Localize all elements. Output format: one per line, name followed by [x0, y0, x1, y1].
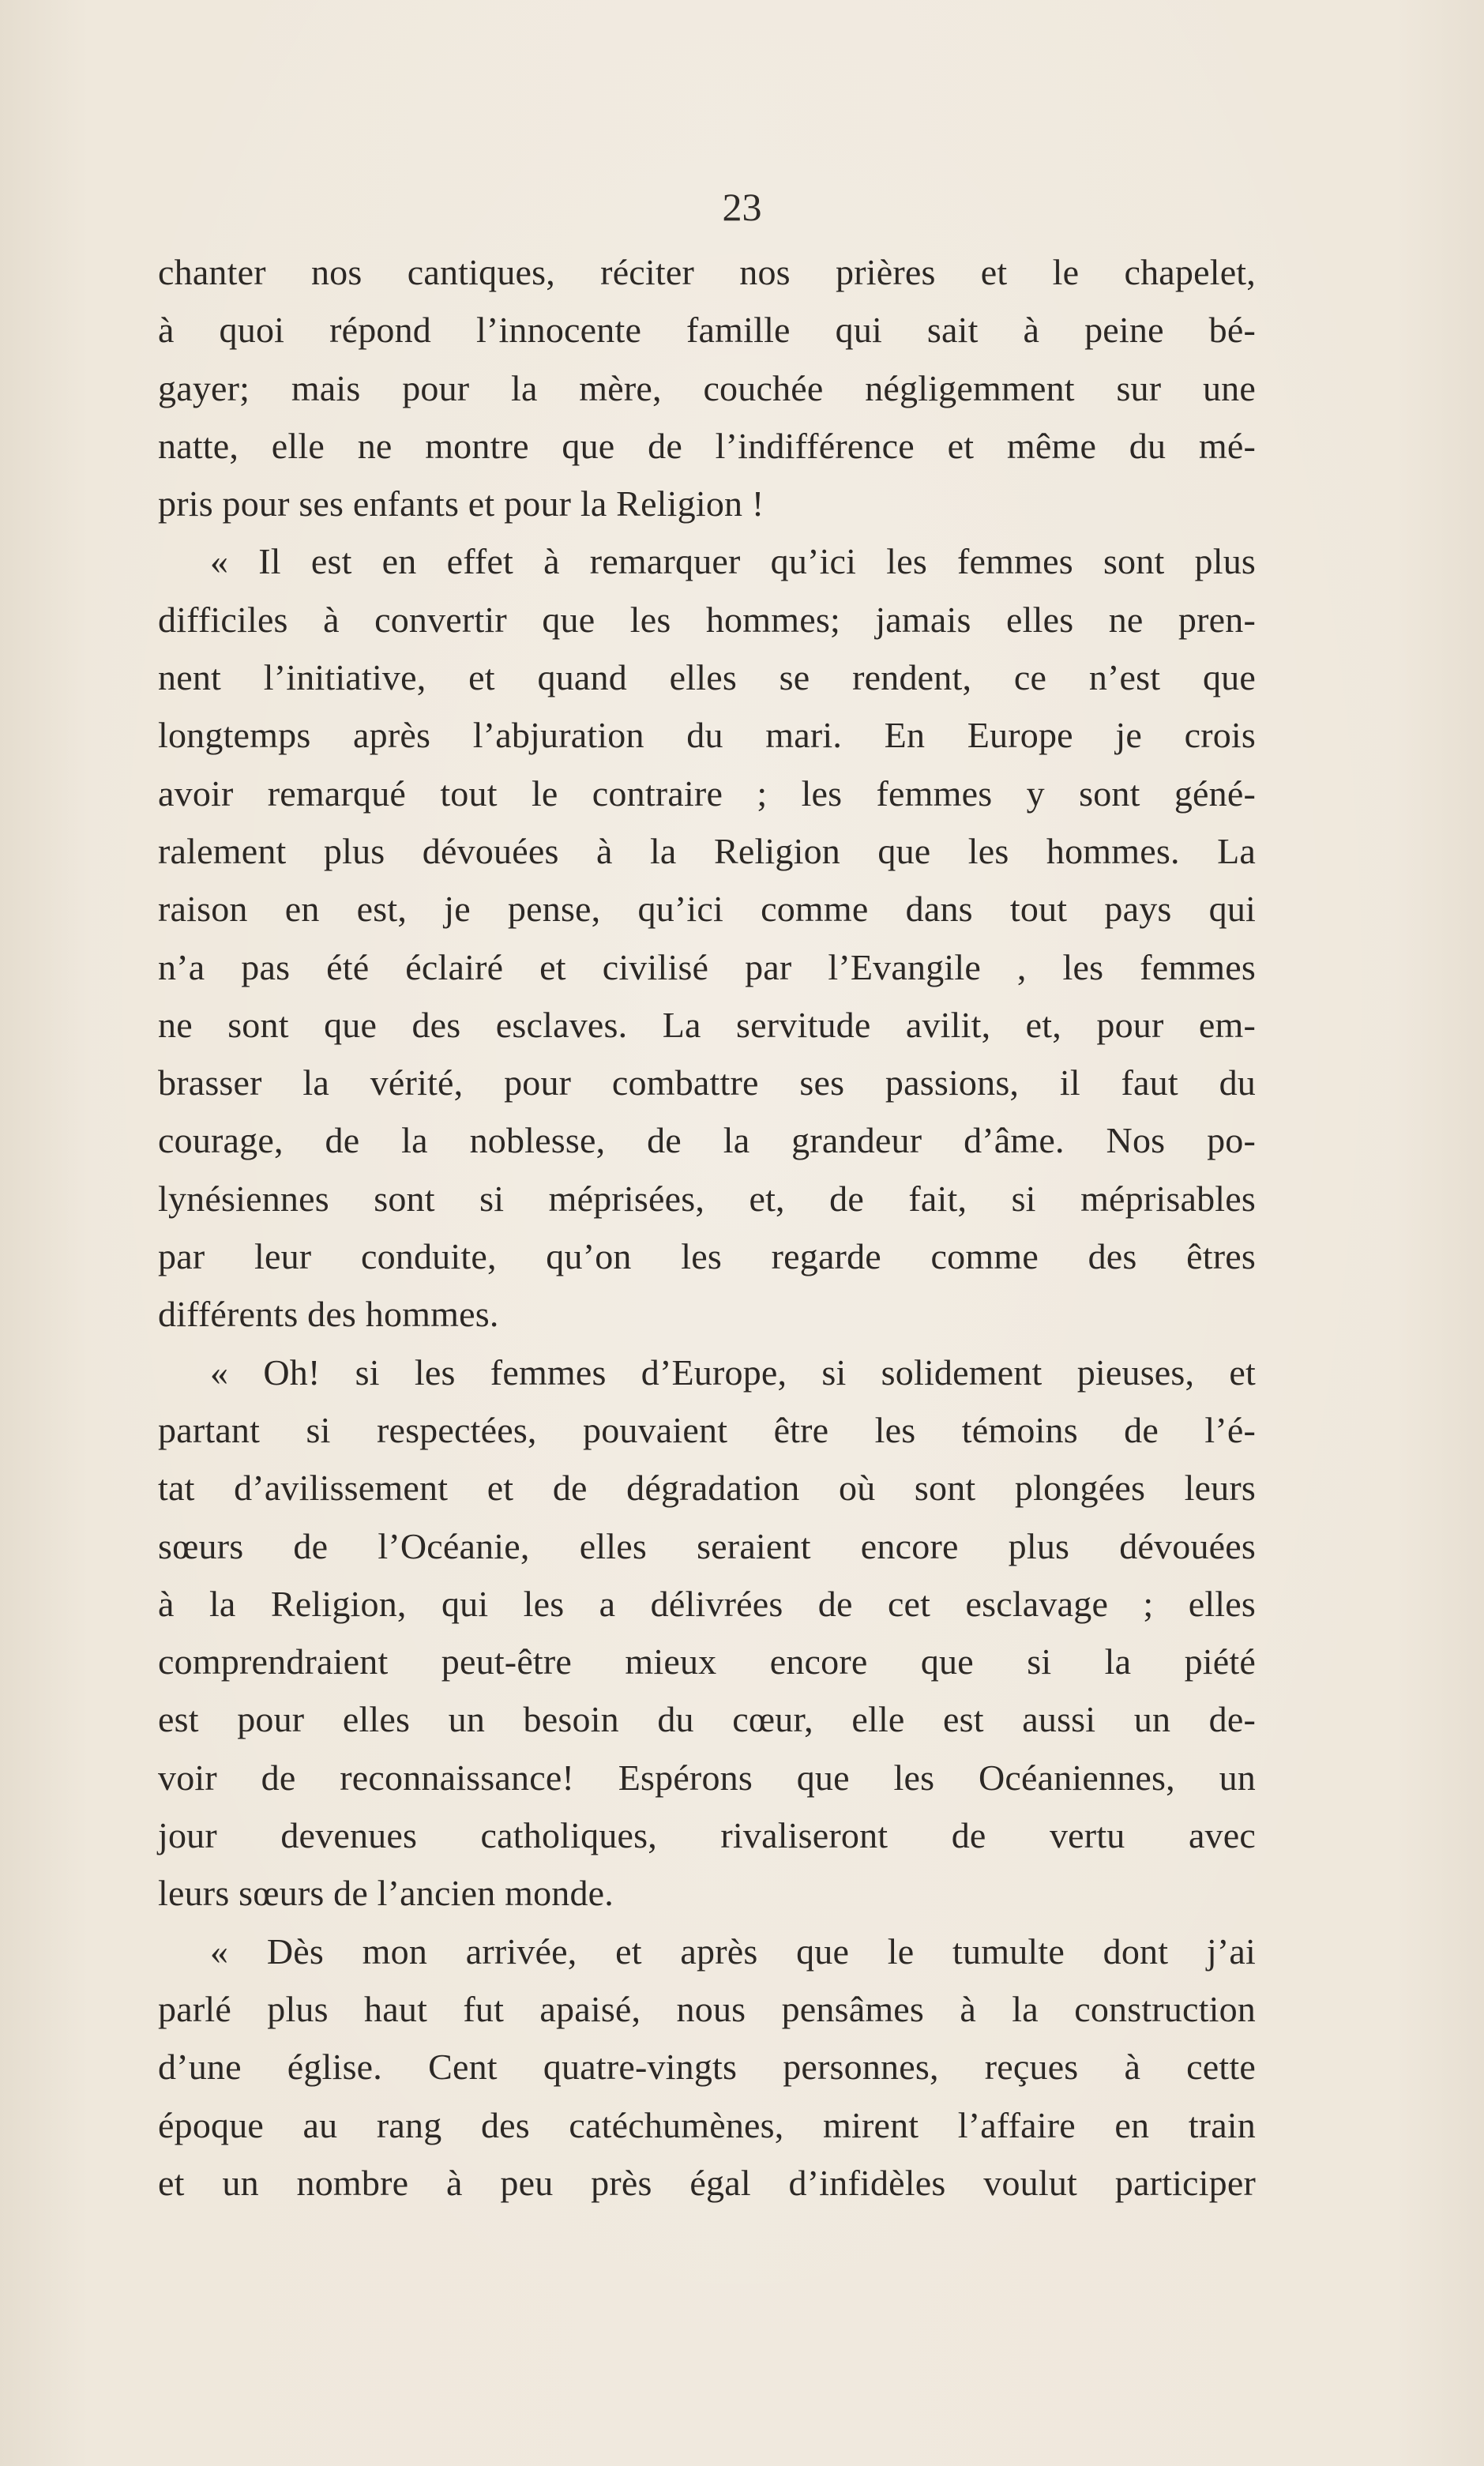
text-line: est pour elles un besoin du cœur, elle est aussi un de- — [158, 1699, 1256, 1740]
text-line: comprendraient peut-être mieux encore que si la piété — [158, 1641, 1256, 1682]
text-line: brasser la vérité, pour combattre ses passions, il faut du — [158, 1062, 1256, 1103]
text-line: par leur conduite, qu’on les regarde comme des êtres — [158, 1236, 1256, 1277]
text-line: chanter nos cantiques, réciter nos prières et le chapelet, — [158, 252, 1256, 292]
text-line: lynésiennes sont si méprisées, et, de fait, si méprisables — [158, 1178, 1256, 1219]
page-number: 23 — [722, 185, 762, 229]
text-line: ralement plus dévouées à la Religion que les hommes. La — [158, 830, 1256, 871]
text-line: sœurs de l’Océanie, elles seraient encore plus dévouées — [158, 1525, 1256, 1566]
text-line: leurs sœurs de l’ancien monde. — [158, 1873, 614, 1914]
paragraph-start-line: « Oh! si les femmes d’Europe, si solidement pieuses, et — [210, 1351, 1256, 1393]
text-line: gayer; mais pour la mère, couchée négligemment sur une — [158, 367, 1256, 408]
text-line: avoir remarqué tout le contraire ; les femmes y sont géné- — [158, 773, 1256, 814]
text-block — [158, 243, 1256, 2212]
text-line: d’une église. Cent quatre-vingts personnes, reçues à cette — [158, 2047, 1256, 2088]
text-line: natte, elle ne montre que de l’indifférence et même du mé- — [158, 425, 1256, 466]
text-line: voir de reconnaissance! Espérons que les Océaniennes, un — [158, 1757, 1256, 1798]
text-line: différents des hommes. — [158, 1294, 499, 1335]
text-line: difficiles à convertir que les hommes; jamais elles ne pren- — [158, 599, 1256, 640]
text-line: pris pour ses enfants et pour la Religion ! — [158, 483, 765, 524]
text-line: à quoi répond l’innocente famille qui sait à peine bé- — [158, 310, 1256, 351]
paragraph-start-line: « Il est en effet à remarquer qu’ici les femmes sont plus — [210, 541, 1256, 582]
text-line: raison en est, je pense, qu’ici comme dans tout pays qui — [158, 889, 1256, 930]
text-line: à la Religion, qui les a délivrées de cet esclavage ; elles — [158, 1583, 1256, 1624]
text-line: partant si respectées, pouvaient être les témoins de l’é- — [158, 1409, 1256, 1450]
text-line: courage, de la noblesse, de la grandeur d’âme. Nos po- — [158, 1120, 1256, 1161]
text-line: parlé plus haut fut apaisé, nous pensâmes à la construction — [158, 1988, 1256, 2029]
text-line: ne sont que des esclaves. La servitude avilit, et, pour em- — [158, 1004, 1256, 1045]
text-line: jour devenues catholiques, rivaliseront de vertu avec — [158, 1815, 1256, 1856]
paragraph-start-line: « Dès mon arrivée, et après que le tumulte dont j’ai — [210, 1930, 1256, 1972]
text-line: et un nombre à peu près égal d’infidèles voulut participer — [158, 2162, 1256, 2203]
text-line: longtemps après l’abjuration du mari. En Europe je crois — [158, 715, 1256, 756]
text-line: nent l’initiative, et quand elles se rendent, ce n’est que — [158, 657, 1256, 698]
text-line: n’a pas été éclairé et civilisé par l’Evangile , les femmes — [158, 946, 1256, 987]
text-line: tat d’avilissement et de dégradation où sont plongées leurs — [158, 1468, 1256, 1509]
text-line: époque au rang des catéchumènes, mirent l’affaire en train — [158, 2104, 1256, 2145]
